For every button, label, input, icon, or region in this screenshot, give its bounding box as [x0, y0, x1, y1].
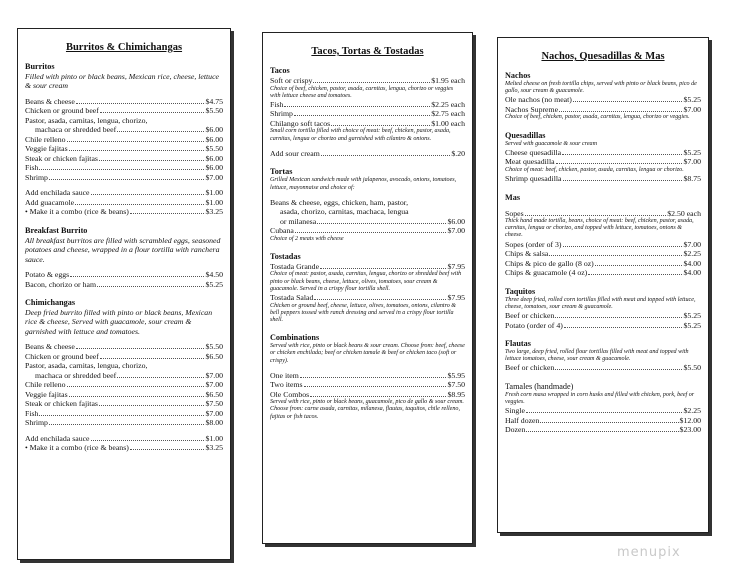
- menu-item-line: asada, chorizo, carnitas, machaca, lengua: [280, 207, 409, 217]
- menu-item: Add enchilada sauce $1.00: [25, 188, 223, 198]
- section-header: Breakfast Burrito: [25, 225, 88, 235]
- section-flautas: [505, 336, 701, 373]
- menu-item: Fish $2.25 each: [270, 99, 465, 109]
- section-combinations: [270, 330, 465, 421]
- section-description: Filled with pinto or black beans, Mexican rice, cheese, lettuce & sour cream: [25, 72, 219, 91]
- menu-item: Dozen $23.00: [505, 425, 701, 435]
- section-header: Quesadillas: [505, 130, 546, 140]
- item-description: Choice of meat: pastor, asada, carnitas, lengua, chorizo or shredded beef with pinto or black beans, cheese, lettuce, olives, tomatoes, sour cream & guacamole. Served in a crispy flour tortilla shell.: [270, 271, 462, 292]
- menu-item: Add enchilada sauce $1.00: [25, 433, 223, 443]
- item-description: Served with rice, pinto or black beans, guacamole, pico de gallo & sour cream. Choose from: carne asada, carnitas, milanesa, flautas, taquitos, chile relleno, fajitas or fish tacos.: [270, 399, 464, 420]
- menu-item: Soft or crispy $1.95 each: [270, 76, 465, 85]
- menu-item: Potato & eggs $4.50: [25, 270, 223, 280]
- menu-item: machaca or shredded beef $6.00: [35, 125, 223, 135]
- section-header: Combinations: [270, 333, 320, 343]
- section-header: Tostadas: [270, 251, 301, 261]
- menu-item: or milanesa $6.00: [280, 216, 465, 226]
- section-header: Burritos: [25, 62, 55, 71]
- item-description: Choice of beef, chicken, pastor, asada, carnitas, lengua, chorizo or veggies.: [505, 114, 690, 121]
- menu-item: Cheese quesadilla $5.25: [505, 147, 701, 157]
- menu-item: Two items $7.50: [270, 380, 465, 390]
- item-description: Choice of 2 meats with cheese: [270, 235, 344, 242]
- section-description: Three deep fried, rolled corn tortillas filled with meat and topped with lettuce, cheese, tomatoes, sour cream & guacamole.: [505, 296, 696, 310]
- panel-title: Burritos & Chimichangas: [65, 42, 183, 53]
- item-description: Thick hand made tortilla, beans, choice of meat: beef, chicken, pastor, asada, carnitas, lengua or chorizo, and topped with lettuce, tomatoes, onions & cheese.: [505, 218, 694, 239]
- menu-item: Chips & pico de gallo (8 oz) $4.00: [505, 258, 701, 268]
- item-description: Choice of beef, chicken, pastor, asada, carnitas, lengua, chorizo or veggies with lettuce cheese and tomatoes.: [270, 85, 454, 99]
- section-header: Tamales (handmade): [505, 381, 574, 391]
- menu-panel-burritos: [17, 28, 231, 560]
- menu-item: Chicken or ground beef $5.50: [25, 106, 223, 116]
- menu-item: Fish $7.00: [25, 408, 223, 418]
- menu-item: Chips & salsa $2.25: [505, 249, 701, 259]
- menu-item: Shrimp $7.00: [25, 172, 223, 182]
- section-description: All breakfast burritos are filled with scrambled eggs, seasoned potatoes and cheese, wrapped in a flour tortilla with ranchera sauce.: [25, 235, 221, 264]
- menu-item: Cubana $7.00: [270, 226, 465, 236]
- menu-item: Chile relleno $7.00: [25, 380, 223, 390]
- menu-item: Add guacamole $1.00: [25, 197, 223, 207]
- menu-item-line: Pastor, asada, carnitas, lengua, chorizo,: [25, 115, 148, 125]
- item-description: Small corn tortilla filled with choice of meat: beef, chicken, pastor, asada, carnitas, lengua or chorizo and garnished with cilantro & onions.: [270, 128, 451, 142]
- section-description: Served with guacamole & sour cream: [505, 140, 598, 147]
- menu-item: Single $2.25: [505, 406, 701, 416]
- section-description: Melted cheese on fresh tortilla chips, served with pinto or black beans, pico de gallo, sour cream & guacamole.: [505, 81, 697, 95]
- section-description: Served with rice, pinto or black beans & sour cream. Choose from: beef, cheese or chicken enchilada; beef or chicken tamale & beef or chicken taco (soft or crispy).: [270, 343, 465, 364]
- menu-item: Potato (order of 4) $5.25: [505, 320, 701, 330]
- section-description: Fresh corn masa wrapped in corn husks and filled with chicken, pork, beef or veggies.: [505, 391, 695, 406]
- menu-panel-tacos: [262, 32, 473, 544]
- section-header: Tacos: [270, 66, 290, 75]
- section-header: Flautas: [505, 339, 531, 349]
- section-tacos: [270, 66, 465, 158]
- item-description: Chicken or ground beef, cheese, lettuce, olives, tomatoes, onions, cilantro & bell peppers tossed with ranch dressing and served in a crispy flour tortilla shell.: [270, 302, 457, 323]
- section-tortas: [270, 164, 465, 243]
- section-taquitos: [505, 284, 701, 330]
- menu-item: Veggie fajitas $5.50: [25, 144, 223, 154]
- menu-item: Chips & guacamole (4 oz) $4.00: [505, 268, 701, 278]
- section-description: Grilled Mexican sandwich made with jalapenos, avocado, onions, tomatoes, lettuce, mayonnaise and choice of:: [270, 177, 457, 191]
- menu-item: Chilango soft tacos $1.00 each: [270, 118, 465, 128]
- section-description: Two large, deep fried, rolled flour tortillas filled with meat and topped with lettuce tomatoes, cheese, sour cream & guacamole.: [505, 349, 689, 363]
- menu-item: Nachos Supreme $7.00: [505, 104, 701, 114]
- section-header: Chimichangas: [25, 298, 76, 308]
- section-header: Tortas: [270, 167, 293, 177]
- section-chimichangas: [25, 295, 223, 453]
- menu-item: Chile relleno $6.00: [25, 134, 223, 144]
- watermark: menupix: [617, 545, 681, 560]
- section-nachos: [505, 71, 701, 122]
- menu-item: Bacon, chorizo or ham $5.25: [25, 279, 223, 289]
- menu-item: Meat quesadilla $7.00: [505, 157, 701, 167]
- menu-item: Ole nachos (no meat) $5.25: [505, 95, 701, 105]
- menu-panel-nachos: [497, 37, 709, 533]
- menu-item: • Make it a combo (rice & beans) $3.25: [25, 207, 223, 217]
- menu-item-line: Pastor, asada, carnitas, lengua, chorizo,: [25, 361, 148, 371]
- menu-item: Shrimp quesadilla $8.75: [505, 174, 701, 184]
- menu-item: Steak or chicken fajitas $6.00: [25, 153, 223, 163]
- menu-item: Shrimp $2.75 each: [270, 109, 465, 119]
- menu-item: Fish $6.00: [25, 163, 223, 173]
- section-description: Deep fried burrito filled with pinto or black beans, Mexican rice & cheese, Served with guacamole, sour cream & garnished with lettuce and tomatoes.: [25, 308, 213, 336]
- menu-item: Beans & cheese $5.50: [25, 342, 223, 352]
- menu-item: Half dozen $12.00: [505, 415, 701, 425]
- menu-item-line: Beans & cheese, eggs, chicken, ham, pastor,: [270, 197, 409, 207]
- section-tamales: [505, 379, 701, 435]
- menu-item: Tostada Grande $7.95: [270, 261, 465, 271]
- item-description: Choice of meat: beef, chicken, pastor, asada, carnitas, lengua or chorizo.: [505, 166, 684, 173]
- menu-item: Add sour cream $.20: [270, 148, 465, 158]
- menu-item: Tostada Salad $7.95: [270, 293, 465, 303]
- section-breakfast-burrito: [25, 223, 223, 289]
- menu-item: Beans & cheese $4.75: [25, 96, 223, 106]
- section-header: Mas: [505, 192, 521, 202]
- section-mas: [505, 190, 701, 278]
- section-header: Taquitos: [505, 286, 536, 296]
- menu-item: Beef or chicken $5.25: [505, 311, 701, 321]
- section-quesadillas: [505, 128, 701, 184]
- menu-item: Chicken or ground beef $6.50: [25, 351, 223, 361]
- menu-item: One item $5.95: [270, 370, 465, 380]
- section-tostadas: [270, 249, 465, 324]
- menu-item: Steak or chicken fajitas $7.50: [25, 399, 223, 409]
- panel-title: Tacos, Tortas & Tostadas: [311, 46, 424, 57]
- menu-item: Ole Combos $8.95: [270, 389, 465, 399]
- section-burritos: [25, 62, 223, 217]
- menu-item: machaca or shredded beef $7.00: [35, 370, 223, 380]
- section-header: Nachos: [505, 71, 531, 80]
- menu-item: • Make it a combo (rice & beans) $3.25: [25, 443, 223, 453]
- panel-title: Nachos, Quesadillas & Mas: [541, 51, 665, 62]
- menu-item: Sopes $2.50 each: [505, 208, 701, 218]
- menu-item: Shrimp $8.00: [25, 418, 223, 428]
- menu-item: Veggie fajitas $6.50: [25, 389, 223, 399]
- menu-item: Beef or chicken $5.50: [505, 363, 701, 373]
- menu-item: Sopes (order of 3) $7.00: [505, 239, 701, 249]
